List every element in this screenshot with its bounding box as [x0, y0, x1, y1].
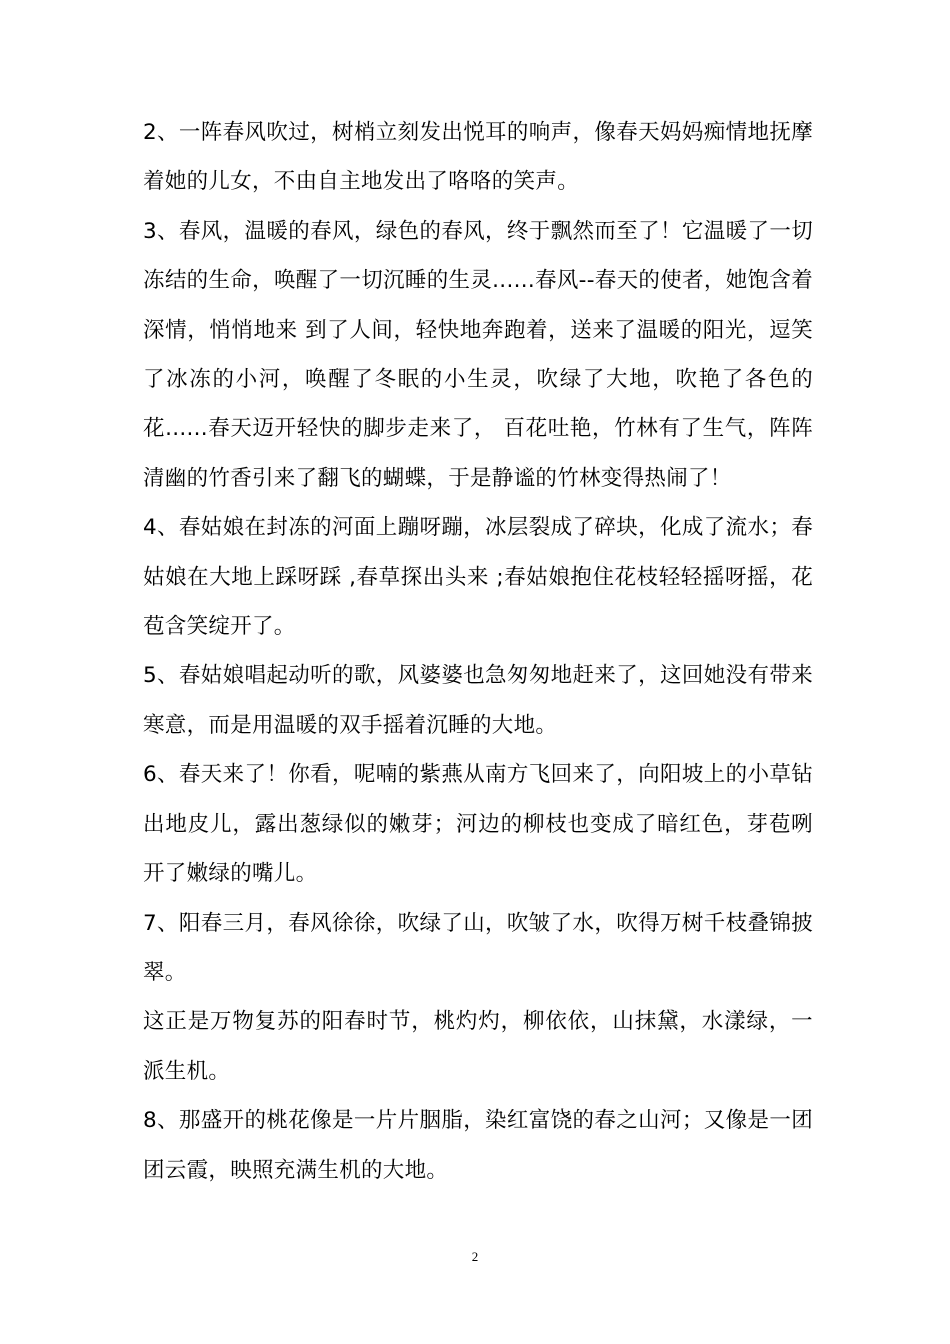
paragraph-4: 4、春姑娘在封冻的河面上蹦呀蹦，冰层裂成了碎块，化成了流水；春姑娘在大地上踩呀踩 ,春草探出头来 ;春姑娘抱住花枝轻轻摇呀摇，花苞含笑绽开了。 [143, 515, 813, 640]
paragraph-3: 3、春风，温暖的春风，绿色的春风，终于飘然而至了！它温暖了一切冻结的生命，唤醒了一切沉睡的生灵......春风--春天的使者，她饱含着深情，悄悄地来 到了人间，轻快地奔跑着，送来了温暖的阳光，逗笑了冰冻的小河，唤醒了冬眠的小生灵，吹绿了大地，吹艳了各色的花......春天迈开轻快的脚步走来了， 百花吐艳，竹林有了生气，阵阵清幽的竹香引来了翻飞的蝴蝶，于是静谧的竹林变得热闹了！ [143, 218, 813, 491]
paragraph-5: 5、春姑娘唱起动听的歌，风婆婆也急匆匆地赶来了，这回她没有带来寒意，而是用温暖的双手摇着沉睡的大地。 [143, 663, 813, 738]
paragraph-8: 8、那盛开的桃花像是一片片胭脂，染红富饶的春之山河；又像是一团团云霞，映照充满生机的大地。 [143, 1108, 813, 1183]
paragraph-7: 7、阳春三月，春风徐徐，吹绿了山，吹皱了水，吹得万树千枝叠锦披翠。 [143, 910, 813, 985]
page-number: 2 [471, 1249, 479, 1264]
paragraph-2: 2、一阵春风吹过，树梢立刻发出悦耳的响声，像春天妈妈痴情地抚摩着她的儿女，不由自主地发出了咯咯的笑声。 [143, 120, 813, 195]
paragraph-7-continued: 这正是万物复苏的阳春时节，桃灼灼，柳依依，山抹黛，水漾绿，一派生机。 [143, 1009, 813, 1084]
paragraph-6: 6、春天来了！你看，呢喃的紫燕从南方飞回来了，向阳坡上的小草钻出地皮儿，露出葱绿似的嫩芽；河边的柳枝也变成了暗红色，芽苞咧开了嫩绿的嘴儿。 [143, 762, 813, 887]
document-body [143, 108, 813, 1195]
